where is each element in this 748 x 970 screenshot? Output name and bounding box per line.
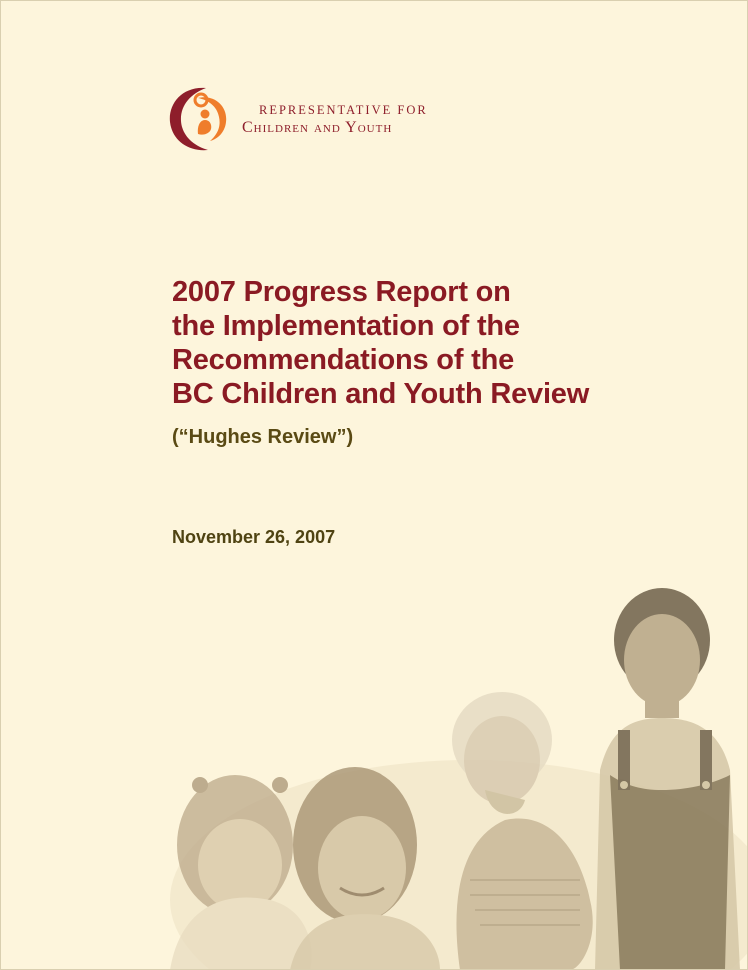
children-photo <box>140 580 748 970</box>
report-title <box>172 275 589 411</box>
report-subtitle: (“Hughes Review”) <box>172 426 354 448</box>
report-date: November 26, 2007 <box>172 527 336 547</box>
logo-line-children-youth: Children and Youth <box>242 118 393 136</box>
title-line: 2007 Progress Report on <box>172 276 511 308</box>
organization-logo <box>168 84 428 152</box>
child-figure-right-boy <box>595 588 740 970</box>
title-line: the Implementation of the <box>172 310 520 342</box>
logo-line-representative: REPRESENTATIVE FOR <box>259 102 428 117</box>
title-line: Recommendations of the <box>172 344 515 376</box>
family-logo-icon <box>168 84 230 152</box>
logo-wordmark <box>242 103 428 138</box>
title-line: BC Children and Youth Review <box>172 378 590 410</box>
